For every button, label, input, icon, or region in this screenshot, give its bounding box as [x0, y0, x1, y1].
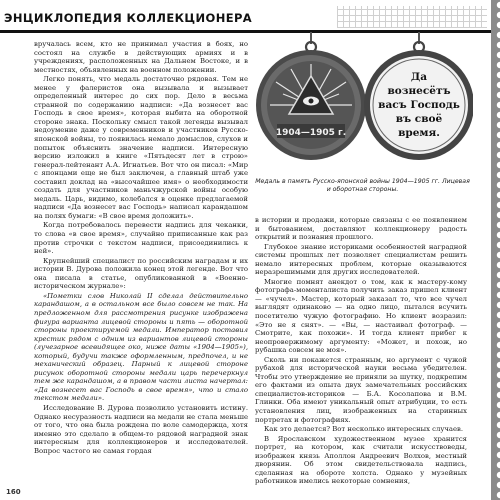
page-header	[0, 0, 491, 33]
medal-reverse	[364, 32, 473, 160]
reverse-line: Да	[410, 71, 428, 83]
right-text-column	[255, 216, 467, 487]
paragraph: Сколь ни покажется странным, но аргумент с чужой рубахой для исторической науки весьма убедителен. Чтобы это утверждение не приняли за шутку, подкрепим его фактами из опыта двух замечательных российских специалистов-историков — Б.А. Косолапова и В.М. Глинки. Оба имеют уникальный опыт атрибуции, то есть установления лиц, изображенных на старинных портретах и фотографиях.	[255, 355, 467, 424]
figure-caption: Медаль в память Русско-японской войны 1904—1905 гг. Лицевая и оборотная стороны.	[255, 178, 470, 193]
medal-illustration	[253, 32, 473, 167]
header-title: ЭНЦИКЛОПЕДИЯ КОЛЛЕКЦИОНЕРА	[4, 11, 253, 25]
paragraph: Легко понять, что медаль достаточно рядовая. Тем не менее у фалеристов она вызывала и вызывает определенный интерес до сих пор. Дело в весьма странной по содержанию надписи: «Да вознесет вас Господь в свое время», которая выбита на оборотной стороне знака. Поскольку смысл такой легенды вызывал недоумение даже у современников и участников Русско-японской войны, то появилась немало домыслов, слухов и попыток объяснить значение надписи. Интересную версию изложил в книге «Пятьдесят лет в строю» генерал-лейтенант А.А. Игнатьев. Вот что он писал: «Мир с японцами еще не был заключен, а главный штаб уже составил доклад на «высочайшее имя» о необходимости создать для участников маньчжурской войны особую медаль. Царь, видимо, колебался в оценке предлагаемой надписи «Да вознесет вас Господь» написал карандашом на полях бумаги: «В свое время доложить».	[34, 75, 248, 220]
paragraph: Как это делается? Вот несколько интересных случаев.	[264, 425, 464, 434]
paragraph: Глубокое знание историками особенностей наградной системы прошлых лет позволяет специалистам решить немало интересных проблем, которые оказываются неразрешимыми для других исследователей.	[255, 242, 467, 277]
paragraph: Крупнейший специалист по российским наградам и их истории В. Дурова положила конец этой легенде. Вот что она писала в статье, опубликованной в «Военно-историческом журнале»:	[34, 256, 248, 291]
paragraph: «Пометки слов Николай II сделал действительно карандашом, а в остальном все было совсем не так. На предложенном для рассмотрения рисунке изображена фигура варианта лицевой стороны и пять — оборотной стороны проектируемой медали. Император поставил крестик рядом с одним из вариантов лицевой стороны (лучезарное всевидящее око, ниже даты «1904—1905»), который, будучи также оформленным, предпочел, и не механический образец. Парный к лицевой стороне рисунок оборотной стороны медали царь перечеркнул тем же карандашом, а в правом части листа начертал: «Да вознесет вас Господь в свое время», что и стало текстом медали».	[34, 291, 248, 403]
paragraph: Многие помнят анекдот о том, как к мастеру-кому фотографа-моменталиста получить заказ пришел клиент — «чучел». Мастер, который заказал то, что все чучел выглядят одинаково — на одно лицо, пытался всучить посетителю чужую фотографию. Но клиент возразил: «Это не я снят». — «Вы, — настаивал фотограф. — Смотрите, как похожи». И тогда клиент прибег к неопровержимому аргументу: «Может, и похож, но рубашка совсем не моя».	[255, 277, 467, 355]
paragraph: Когда потребовалось перевести надпись для чеканки, то слова «в свое время», случайно приписанные как раз против строчки с текстом надписи, присоединились к ней».	[34, 221, 248, 256]
paragraph: Исследование В. Дурова позволило установить истину. Однако несуразность надписи на медали не стала меньше от того, что она была рождена по воле самодержца, хотя именно это сделало в общем-то рядовой наградной знак интересным для коллекционеров и исследователей. Вопрос частого не самая гордая	[34, 403, 248, 455]
header-grid-pattern	[337, 6, 487, 28]
reverse-line: вознесётъ	[387, 85, 451, 97]
medal-years: 1904—1905 г.	[275, 128, 347, 138]
paragraph: вручалась всем, кто не принимал участия в боях, но состоял на службе в действующих армиях и в учреждениях, расположенных на Дальнем Востоке, и в местностях, объявленных на военном положении.	[34, 40, 248, 74]
stamp-perforation-edge	[491, 0, 500, 500]
medal-obverse	[256, 32, 366, 160]
reverse-line: въ своё	[395, 113, 443, 125]
reverse-line: васъ Господь	[378, 99, 460, 111]
paragraph: в истории и продажи, которые связаны с ее появлением и бытованием, доставляют коллекционеру радость открытий и познания прошлого.	[255, 216, 467, 242]
page-number: 160	[6, 488, 21, 496]
paragraph: В Ярославском художественном музее хранится портрет, на котором, как считали искусствоведы, изображен князь Аполлон Андреевич Волхов, местный дворянин. Об этом свидетельствовала надпись, сделанная на обороте холста. Однако у музейных работников имелись некоторые сомнения,	[255, 434, 467, 486]
reverse-line: время.	[398, 127, 440, 139]
left-text-column	[34, 40, 248, 456]
